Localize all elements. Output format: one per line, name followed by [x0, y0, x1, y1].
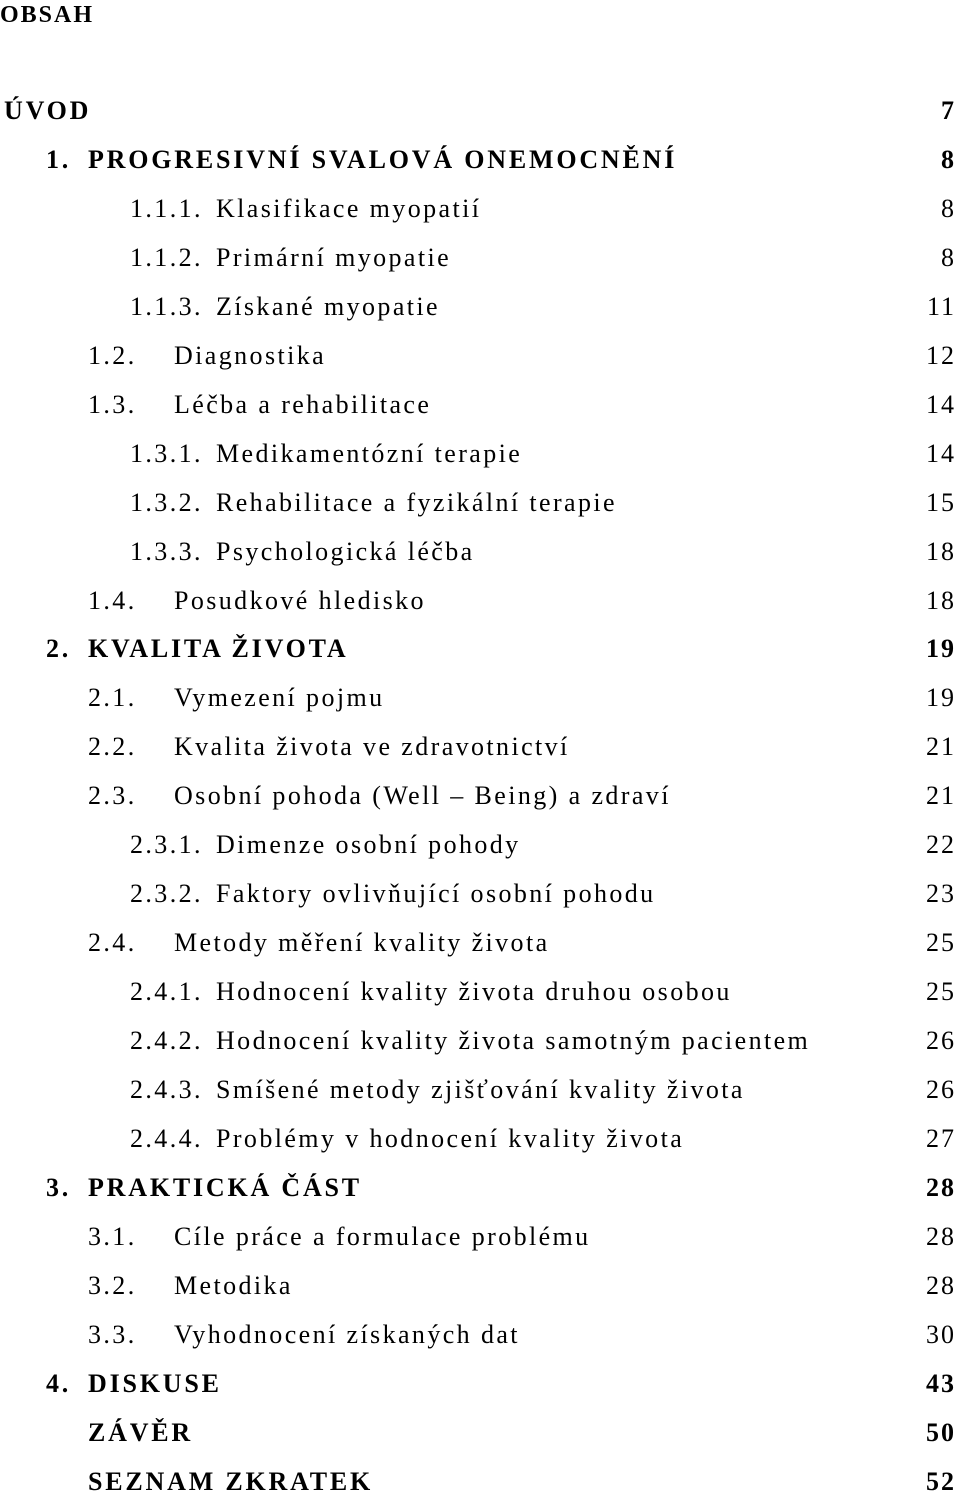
toc-entry-title: Metody měření kvality života	[174, 928, 550, 958]
toc-entry[interactable]	[0, 1268, 960, 1304]
toc-entry-number: 3.3.	[88, 1319, 137, 1349]
toc-entry-title: Faktory ovlivňující osobní pohodu	[216, 879, 656, 909]
toc-entry-page-number: 23	[926, 879, 956, 909]
toc-entry-number: 3.	[46, 1172, 72, 1202]
toc-entry-number: 2.4.3.	[130, 1075, 203, 1104]
toc-entry-number: 1.1.3.	[130, 291, 203, 321]
toc-entry-page-number: 21	[926, 781, 956, 811]
toc-entry-page-number: 19	[926, 683, 956, 713]
toc-entry-title: KVALITA ŽIVOTA	[88, 634, 349, 664]
toc-entry-page-number: 28	[926, 1221, 956, 1251]
toc-entry-number: 3.1.	[88, 1221, 137, 1251]
toc-entry[interactable]	[0, 1219, 960, 1255]
toc-entry-number: 1.4.	[88, 585, 137, 615]
toc-entry-page-number: 18	[926, 536, 956, 566]
toc-entry[interactable]	[0, 876, 960, 912]
toc-entry-number: 2.4.2.	[130, 1026, 203, 1056]
toc-entry-page-number: 8	[941, 193, 956, 223]
toc-entry[interactable]	[0, 1415, 960, 1451]
toc-entry-title: Dimenze osobní pohody	[216, 830, 521, 860]
toc-entry-title: Smíšené metody zjišťování kvality života	[216, 1075, 745, 1104]
toc-entry-title: Kvalita života ve zdravotnictví	[174, 732, 570, 762]
toc-entry-title: Léčba a rehabilitace	[174, 389, 432, 419]
toc-entry-title: PRAKTICKÁ ČÁST	[88, 1172, 362, 1202]
toc-entry-title: Posudkové hledisko	[174, 585, 426, 615]
toc-entry-number: 2.3.	[88, 781, 137, 811]
toc-entry-title: Medikamentózní terapie	[216, 438, 523, 468]
toc-entry-title: Získané myopatie	[216, 291, 440, 321]
toc-entry-number: 2.4.1.	[130, 977, 203, 1007]
toc-entry-page-number: 7	[941, 96, 956, 125]
toc-entry[interactable]	[0, 680, 960, 716]
toc-entry-number: 1.1.1.	[130, 193, 203, 223]
toc-entry-title: DISKUSE	[88, 1368, 222, 1398]
toc-entry-title: ÚVOD	[4, 96, 92, 125]
toc-entry-title: Problémy v hodnocení kvality života	[216, 1123, 685, 1153]
toc-entry-number: 2.4.4.	[130, 1123, 203, 1153]
toc-entry-number: 4.	[46, 1368, 72, 1398]
toc-entry-number: 1.3.	[88, 389, 137, 419]
toc-entry-page-number: 12	[926, 340, 956, 370]
toc-entry[interactable]	[0, 387, 960, 423]
toc-entry-page-number: 27	[926, 1123, 956, 1153]
toc-entry[interactable]	[0, 142, 960, 178]
toc-entry-title: Klasifikace myopatií	[216, 193, 482, 223]
toc-entry-number: 1.2.	[88, 340, 137, 370]
toc-entry-number: 2.3.1.	[130, 830, 203, 860]
toc-entry[interactable]	[0, 1366, 960, 1402]
toc-entry-page-number: 14	[926, 438, 956, 468]
toc-entry-title: SEZNAM ZKRATEK	[88, 1466, 374, 1496]
toc-entry-page-number: 26	[926, 1075, 956, 1104]
toc-entry-number: 1.1.2.	[130, 242, 203, 272]
toc-entry-page-number: 19	[926, 634, 956, 664]
toc-entry[interactable]	[0, 436, 960, 472]
toc-entry-title: ZÁVĚR	[88, 1417, 194, 1447]
toc-entry-page-number: 8	[941, 144, 956, 174]
toc-entry[interactable]	[0, 485, 960, 521]
toc-entry-page-number: 52	[926, 1466, 956, 1496]
toc-entry-number: 1.	[46, 144, 72, 174]
toc-entry-page-number: 18	[926, 585, 956, 615]
toc-entry[interactable]	[0, 1121, 960, 1157]
toc-entry-page-number: 28	[926, 1172, 956, 1202]
toc-entry[interactable]	[0, 974, 960, 1010]
toc-entry-page-number: 14	[926, 389, 956, 419]
toc-entry[interactable]	[0, 1317, 960, 1353]
toc-entry-page-number: 21	[926, 732, 956, 762]
page-title: OBSAH	[0, 2, 95, 28]
toc-entry-page-number: 28	[926, 1270, 956, 1300]
toc-entry-title: PROGRESIVNÍ SVALOVÁ ONEMOCNĚNÍ	[88, 144, 678, 174]
toc-entry[interactable]	[0, 925, 960, 961]
toc-entry-page-number: 25	[926, 977, 956, 1007]
toc-entry[interactable]	[0, 93, 960, 129]
toc-entry-page-number: 11	[926, 291, 956, 321]
toc-entry-page-number: 50	[926, 1417, 956, 1447]
toc-entry[interactable]	[0, 1023, 960, 1059]
toc-entry-number: 2.4.	[88, 928, 137, 958]
toc-entry-title: Vyhodnocení získaných dat	[174, 1319, 520, 1349]
toc-entry-title: Vymezení pojmu	[174, 683, 385, 713]
toc-entry-title: Rehabilitace a fyzikální terapie	[216, 487, 617, 517]
toc-entry[interactable]	[0, 240, 960, 276]
toc-entry[interactable]	[0, 583, 960, 619]
toc-entry[interactable]	[0, 289, 960, 325]
toc-entry-page-number: 25	[926, 928, 956, 958]
toc-entry[interactable]	[0, 1170, 960, 1206]
toc-entry-title: Osobní pohoda (Well – Being) a zdraví	[174, 781, 671, 811]
toc-entry-title: Diagnostika	[174, 340, 327, 370]
toc-entry-page-number: 15	[926, 487, 956, 517]
toc-entry-number: 2.1.	[88, 683, 137, 713]
toc-entry-page-number: 26	[926, 1026, 956, 1056]
toc-entry[interactable]	[0, 827, 960, 863]
toc-entry-title: Primární myopatie	[216, 242, 452, 272]
toc-entry-title: Hodnocení kvality života samotným pacientem	[216, 1026, 811, 1056]
toc-entry-title: Psychologická léčba	[216, 536, 475, 566]
toc-entry-number: 1.3.3.	[130, 536, 203, 566]
toc-entry-number: 1.3.2.	[130, 487, 203, 517]
toc-entry[interactable]	[0, 534, 960, 570]
toc-entry[interactable]	[0, 1464, 960, 1500]
toc-entry-number: 2.	[46, 634, 72, 664]
toc-entry-number: 3.2.	[88, 1270, 137, 1300]
toc-entry[interactable]	[0, 191, 960, 227]
toc-entry-page-number: 8	[941, 242, 956, 272]
toc-entry[interactable]	[0, 729, 960, 765]
toc-entry[interactable]	[0, 778, 960, 814]
toc-entry-title: Cíle práce a formulace problému	[174, 1221, 591, 1251]
toc-entry-page-number: 22	[926, 830, 956, 860]
toc-entry-page-number: 43	[926, 1368, 956, 1398]
toc-entry-page-number: 30	[926, 1319, 956, 1349]
toc-entry[interactable]	[0, 631, 960, 667]
toc-entry-number: 2.2.	[88, 732, 137, 762]
toc-entry-title: Hodnocení kvality života druhou osobou	[216, 977, 732, 1007]
toc-entry[interactable]	[0, 1072, 960, 1108]
toc-entry[interactable]	[0, 338, 960, 374]
toc-entry-title: Metodika	[174, 1270, 293, 1300]
toc-entry-number: 2.3.2.	[130, 879, 203, 909]
toc-entry-number: 1.3.1.	[130, 438, 203, 468]
